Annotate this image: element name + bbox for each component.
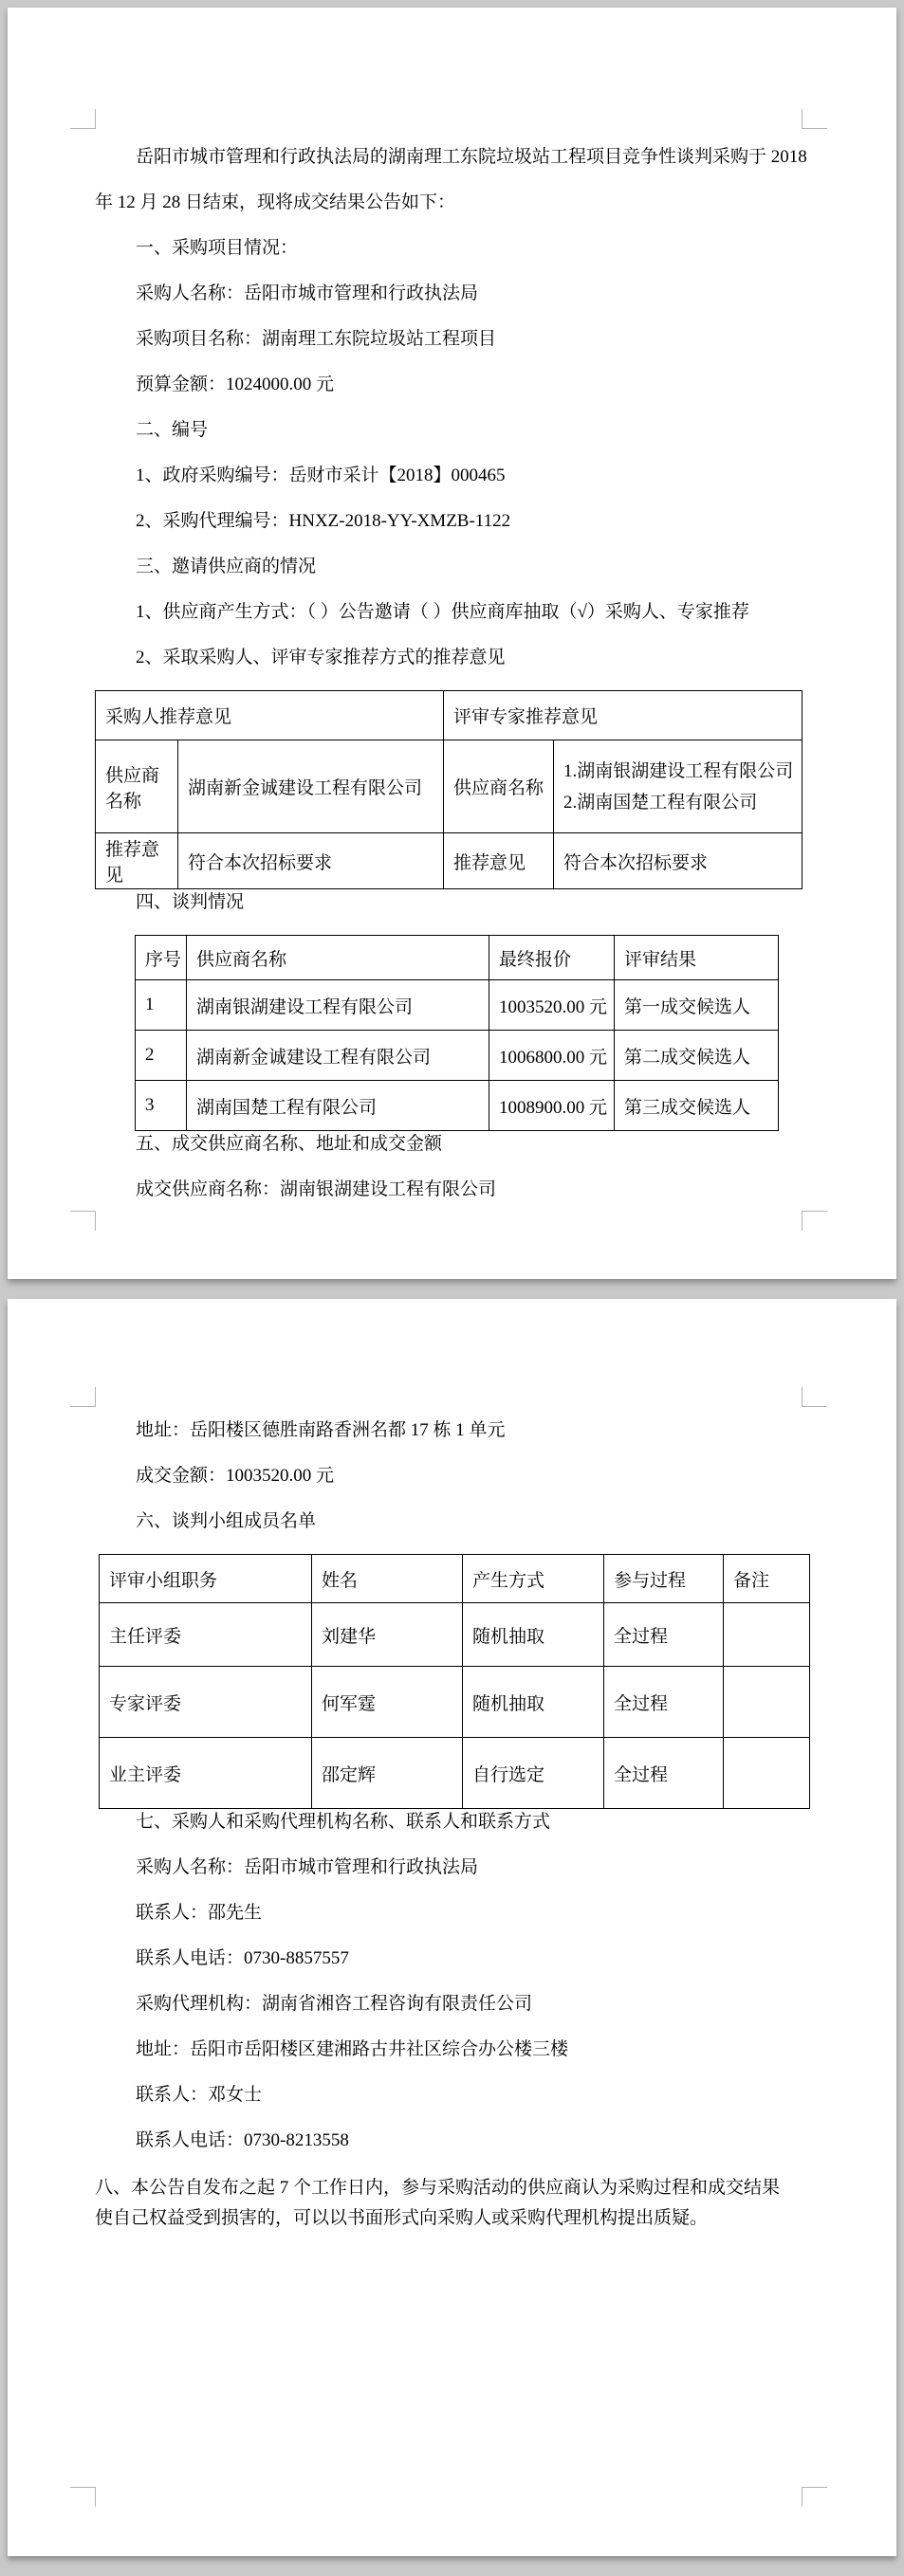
winner-address-line: 地址：岳阳楼区德胜南路香洲名都 17 栋 1 单元: [136, 1420, 506, 1440]
margin-corner-mark: [70, 2487, 96, 2507]
panel-row: [100, 1603, 810, 1667]
agency-phone-line: 联系人电话：0730-8213558: [136, 2130, 349, 2150]
panel-members-table: [99, 1554, 810, 1809]
section-4-heading: 四、谈判情况: [136, 892, 245, 912]
expert-opinion-cell: 符合本次招标要求: [554, 833, 803, 889]
panel-header-name: 姓名: [312, 1555, 463, 1603]
negotiation-row: [136, 1081, 779, 1131]
intro-paragraph-line-1: 岳阳市城市管理和行政执法局的湖南理工东院垃圾站工程项目竞争性谈判采购于 2018: [136, 147, 807, 167]
row-no: 1: [136, 980, 187, 1031]
agency-address-line: 地址：岳阳市岳阳楼区建湘路古井社区综合办公楼三楼: [136, 2039, 569, 2059]
negotiation-header-price: 最终报价: [489, 936, 615, 980]
row-no: 3: [136, 1081, 187, 1131]
recommendation-table-buyer-header: 采购人推荐意见: [96, 691, 444, 740]
page-1-content: [95, 8, 807, 1202]
row-result: 第一成交候选人: [615, 980, 779, 1031]
panel-remark: [724, 1738, 810, 1809]
buyer-name-line: 采购人名称：岳阳市城市管理和行政执法局: [136, 283, 479, 303]
opinion-label-cell: 推荐意见: [96, 833, 178, 889]
row-supplier: 湖南国楚工程有限公司: [187, 1081, 489, 1131]
margin-corner-mark: [802, 2487, 827, 2507]
panel-participation: 全过程: [604, 1738, 724, 1809]
section-8-paragraph-line-2: 使自己权益受到损害的，可以以书面形式向采购人或采购代理机构提出质疑。: [95, 2208, 709, 2228]
panel-row: [100, 1667, 810, 1738]
negotiation-header-supplier: 供应商名称: [187, 936, 489, 980]
agency-code-line: 2、采购代理编号：HNXZ-2018-YY-XMZB-1122: [136, 511, 511, 531]
recommendation-table-expert-header: 评审专家推荐意见: [444, 691, 803, 740]
negotiation-row: [136, 980, 779, 1031]
row-price: 1003520.00 元: [489, 980, 615, 1031]
buyer-opinion-cell: 符合本次招标要求: [178, 833, 444, 889]
panel-method: 自行选定: [463, 1738, 604, 1809]
intro-paragraph-line-2: 年 12 月 28 日结束，现将成交结果公告如下：: [95, 192, 456, 212]
panel-name: 邵定辉: [312, 1738, 463, 1809]
budget-line: 预算金额：1024000.00 元: [136, 375, 335, 394]
margin-corner-mark: [70, 1387, 96, 1407]
section-1-heading: 一、采购项目情况：: [136, 238, 299, 258]
negotiation-row: [136, 1031, 779, 1081]
section-3-heading: 三、邀请供应商的情况: [136, 557, 317, 576]
row-no: 2: [136, 1031, 187, 1081]
row-supplier: 湖南银湖建设工程有限公司: [187, 980, 489, 1031]
expert-supplier-1: 1.湖南银湖建设工程有限公司: [563, 760, 794, 781]
opinion-label-cell: 推荐意见: [444, 833, 554, 889]
gov-procurement-code-line: 1、政府采购编号：岳财市采计【2018】000465: [136, 466, 506, 485]
margin-corner-mark: [802, 109, 827, 129]
margin-corner-mark: [802, 1211, 827, 1231]
panel-remark: [724, 1667, 810, 1738]
margin-corner-mark: [70, 1211, 96, 1231]
panel-header-method: 产生方式: [463, 1555, 604, 1603]
panel-participation: 全过程: [604, 1603, 724, 1667]
panel-remark: [724, 1603, 810, 1667]
panel-role: 业主评委: [100, 1738, 312, 1809]
panel-name: 刘建华: [312, 1603, 463, 1667]
project-name-line: 采购项目名称：湖南理工东院垃圾站工程项目: [136, 329, 497, 349]
panel-header-remark: 备注: [724, 1555, 810, 1603]
panel-name: 何军霆: [312, 1667, 463, 1738]
panel-row: [100, 1738, 810, 1809]
panel-header-role: 评审小组职务: [100, 1555, 312, 1603]
buyer-phone-line: 联系人电话：0730-8857557: [136, 1948, 349, 1968]
page-2-content: [95, 1299, 802, 2234]
panel-role: 专家评委: [100, 1667, 312, 1738]
negotiation-header-result: 评审结果: [615, 936, 779, 980]
buyer-name-line: 采购人名称：岳阳市城市管理和行政执法局: [136, 1857, 479, 1877]
negotiation-header-no: 序号: [136, 936, 187, 980]
buyer-contact-line: 联系人：邵先生: [136, 1903, 263, 1923]
page-2: [8, 1299, 896, 2556]
section-6-heading: 六、谈判小组成员名单: [136, 1511, 317, 1531]
deal-amount-line: 成交金额：1003520.00 元: [136, 1466, 335, 1486]
panel-method: 随机抽取: [463, 1667, 604, 1738]
agency-name-line: 采购代理机构：湖南省湘咨工程咨询有限责任公司: [136, 1994, 533, 2014]
supplier-method-line: 1、供应商产生方式：（ ）公告邀请（ ）供应商库抽取（√）采购人、专家推荐: [136, 602, 749, 622]
buyer-supplier-cell: 湖南新金诚建设工程有限公司: [178, 740, 444, 833]
negotiation-table: [135, 935, 779, 1131]
expert-suppliers-cell: [554, 740, 803, 833]
panel-participation: 全过程: [604, 1667, 724, 1738]
recommendation-table: [95, 690, 803, 889]
supplier-label-cell: 供应商名称: [96, 740, 178, 833]
row-result: 第二成交候选人: [615, 1031, 779, 1081]
panel-header-participation: 参与过程: [604, 1555, 724, 1603]
panel-role: 主任评委: [100, 1603, 312, 1667]
recommend-intro-line: 2、采取采购人、评审专家推荐方式的推荐意见: [136, 648, 506, 667]
section-5-heading: 五、成交供应商名称、地址和成交金额: [136, 1134, 443, 1154]
row-price: 1008900.00 元: [489, 1081, 615, 1131]
agency-contact-line: 联系人：邓女士: [136, 2085, 263, 2105]
margin-corner-mark: [802, 1387, 827, 1407]
section-8-paragraph-line-1: 八、本公告自发布之起 7 个工作日内，参与采购活动的供应商认为采购过程和成交结果: [95, 2178, 781, 2198]
page-1: [8, 8, 896, 1279]
row-result: 第三成交候选人: [615, 1081, 779, 1131]
margin-corner-mark: [70, 109, 96, 129]
supplier-label-cell: 供应商名称: [444, 740, 554, 833]
row-supplier: 湖南新金诚建设工程有限公司: [187, 1031, 489, 1081]
winner-name-line: 成交供应商名称：湖南银湖建设工程有限公司: [136, 1179, 497, 1199]
section-7-heading: 七、采购人和采购代理机构名称、联系人和联系方式: [136, 1812, 551, 1832]
row-price: 1006800.00 元: [489, 1031, 615, 1081]
section-2-heading: 二、编号: [136, 420, 209, 440]
panel-method: 随机抽取: [463, 1603, 604, 1667]
expert-supplier-2: 2.湖南国楚工程有限公司: [563, 792, 758, 813]
